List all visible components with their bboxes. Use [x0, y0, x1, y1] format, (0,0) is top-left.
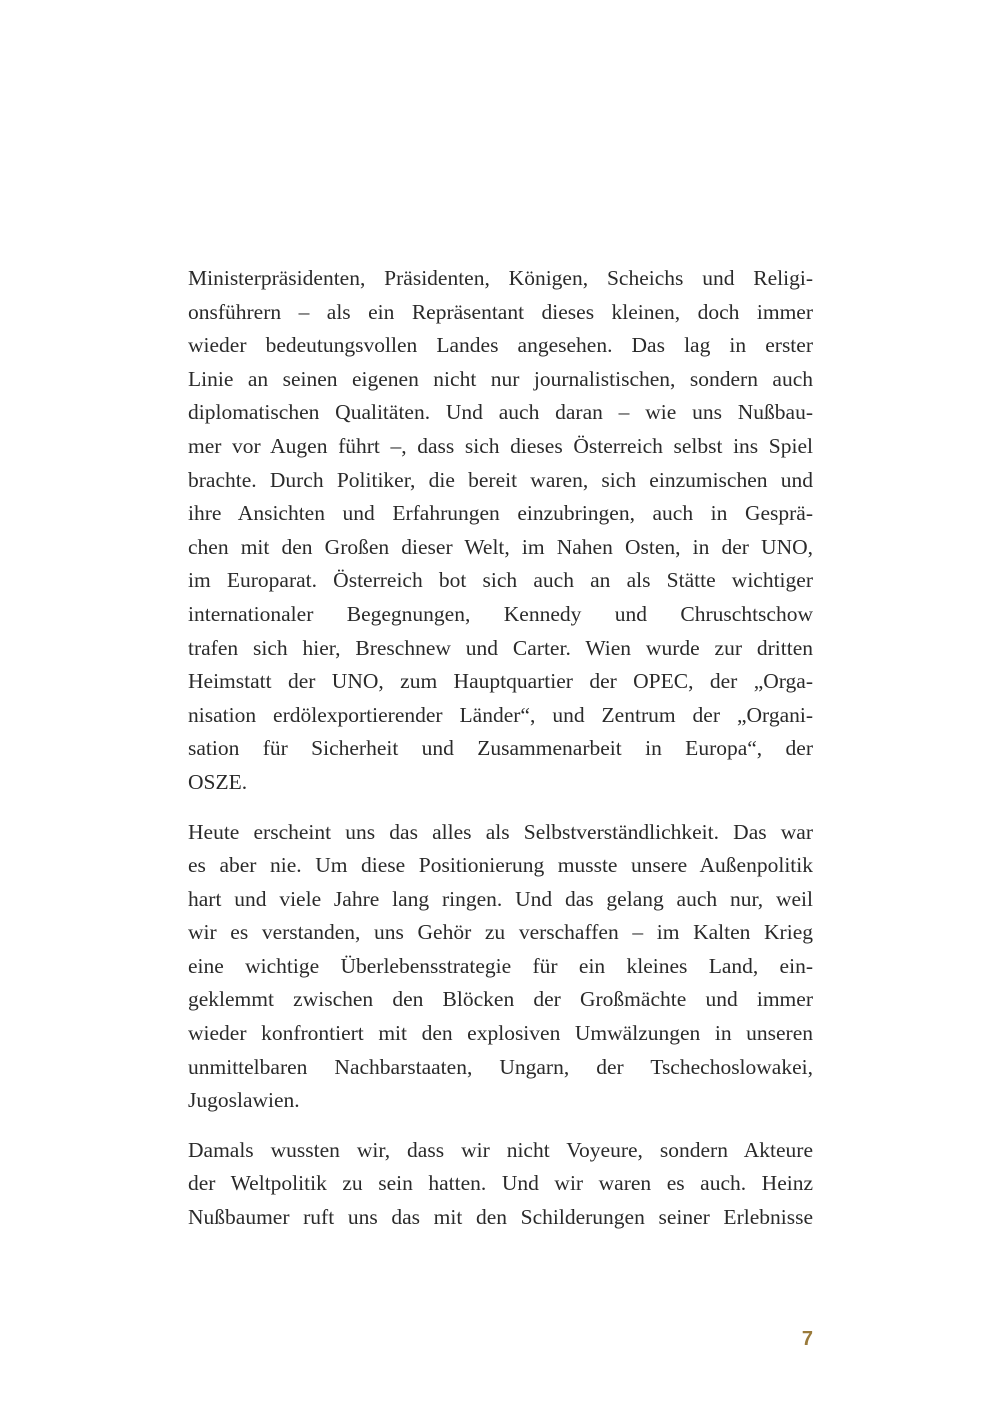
text-line: Linie an seinen eigenen nicht nur journalistischen, sondern auch [188, 366, 813, 391]
paragraph-1 [188, 262, 813, 800]
text-line: es aber nie. Um diese Positionierung musste unsere Außenpolitik [188, 853, 813, 878]
text-line: chen mit den Großen dieser Welt, im Nahen Osten, in der UNO, [188, 534, 813, 559]
text-line: onsführern – als ein Repräsentant dieses kleinen, doch immer [188, 299, 813, 324]
text-line: ihre Ansichten und Erfahrungen einzubringen, auch in Gesprä- [188, 501, 813, 526]
text-line: nisation erdölexportierender Länder“, und Zentrum der „Organi- [188, 702, 813, 727]
text-line: der Weltpolitik zu sein hatten. Und wir waren es auch. Heinz [188, 1171, 813, 1196]
text-line: wieder konfrontiert mit den explosiven Umwälzungen in unseren [188, 1021, 813, 1046]
body-text [188, 262, 813, 1251]
paragraph-3 [188, 1134, 813, 1235]
text-line: Ministerpräsidenten, Präsidenten, Königen, Scheichs und Religi- [188, 266, 813, 290]
text-line: hart und viele Jahre lang ringen. Und das gelang auch nur, weil [188, 886, 813, 911]
text-line: mer vor Augen führt –, dass sich dieses Österreich selbst ins Spiel [188, 433, 813, 458]
text-line: Nußbaumer ruft uns das mit den Schilderungen seiner Erlebnisse [188, 1205, 813, 1230]
text-line: sation für Sicherheit und Zusammenarbeit in Europa“, der [188, 736, 813, 761]
page-number: 7 [801, 1328, 813, 1350]
text-line: wir es verstanden, uns Gehör zu verschaffen – im Kalten Krieg [188, 920, 813, 945]
paragraph-2 [188, 816, 813, 1118]
text-line: unmittelbaren Nachbarstaaten, Ungarn, der Tschechoslowakei, [188, 1054, 813, 1079]
text-line: internationaler Begegnungen, Kennedy und Chruschtschow [188, 601, 813, 626]
text-line: brachte. Durch Politiker, die bereit waren, sich einzumischen und [188, 467, 813, 492]
text-line: eine wichtige Überlebensstrategie für ein kleines Land, ein- [188, 953, 813, 978]
text-line: Heute erscheint uns das alles als Selbstverständlichkeit. Das war [188, 819, 813, 844]
text-line: Jugoslawien. [188, 1088, 300, 1113]
text-line: Heimstatt der UNO, zum Hauptquartier der OPEC, der „Orga- [188, 669, 813, 694]
text-line: diplomatischen Qualitäten. Und auch daran – wie uns Nußbau- [188, 400, 813, 425]
text-line: geklemmt zwischen den Blöcken der Großmächte und immer [188, 987, 813, 1012]
text-line: wieder bedeutungsvollen Landes angesehen. Das lag in erster [188, 333, 813, 358]
text-line: OSZE. [188, 769, 248, 794]
text-line: im Europarat. Österreich bot sich auch an als Stätte wichtiger [188, 568, 813, 593]
text-line: Damals wussten wir, dass wir nicht Voyeure, sondern Akteure [188, 1137, 813, 1162]
text-line: trafen sich hier, Breschnew und Carter. Wien wurde zur dritten [188, 635, 813, 660]
